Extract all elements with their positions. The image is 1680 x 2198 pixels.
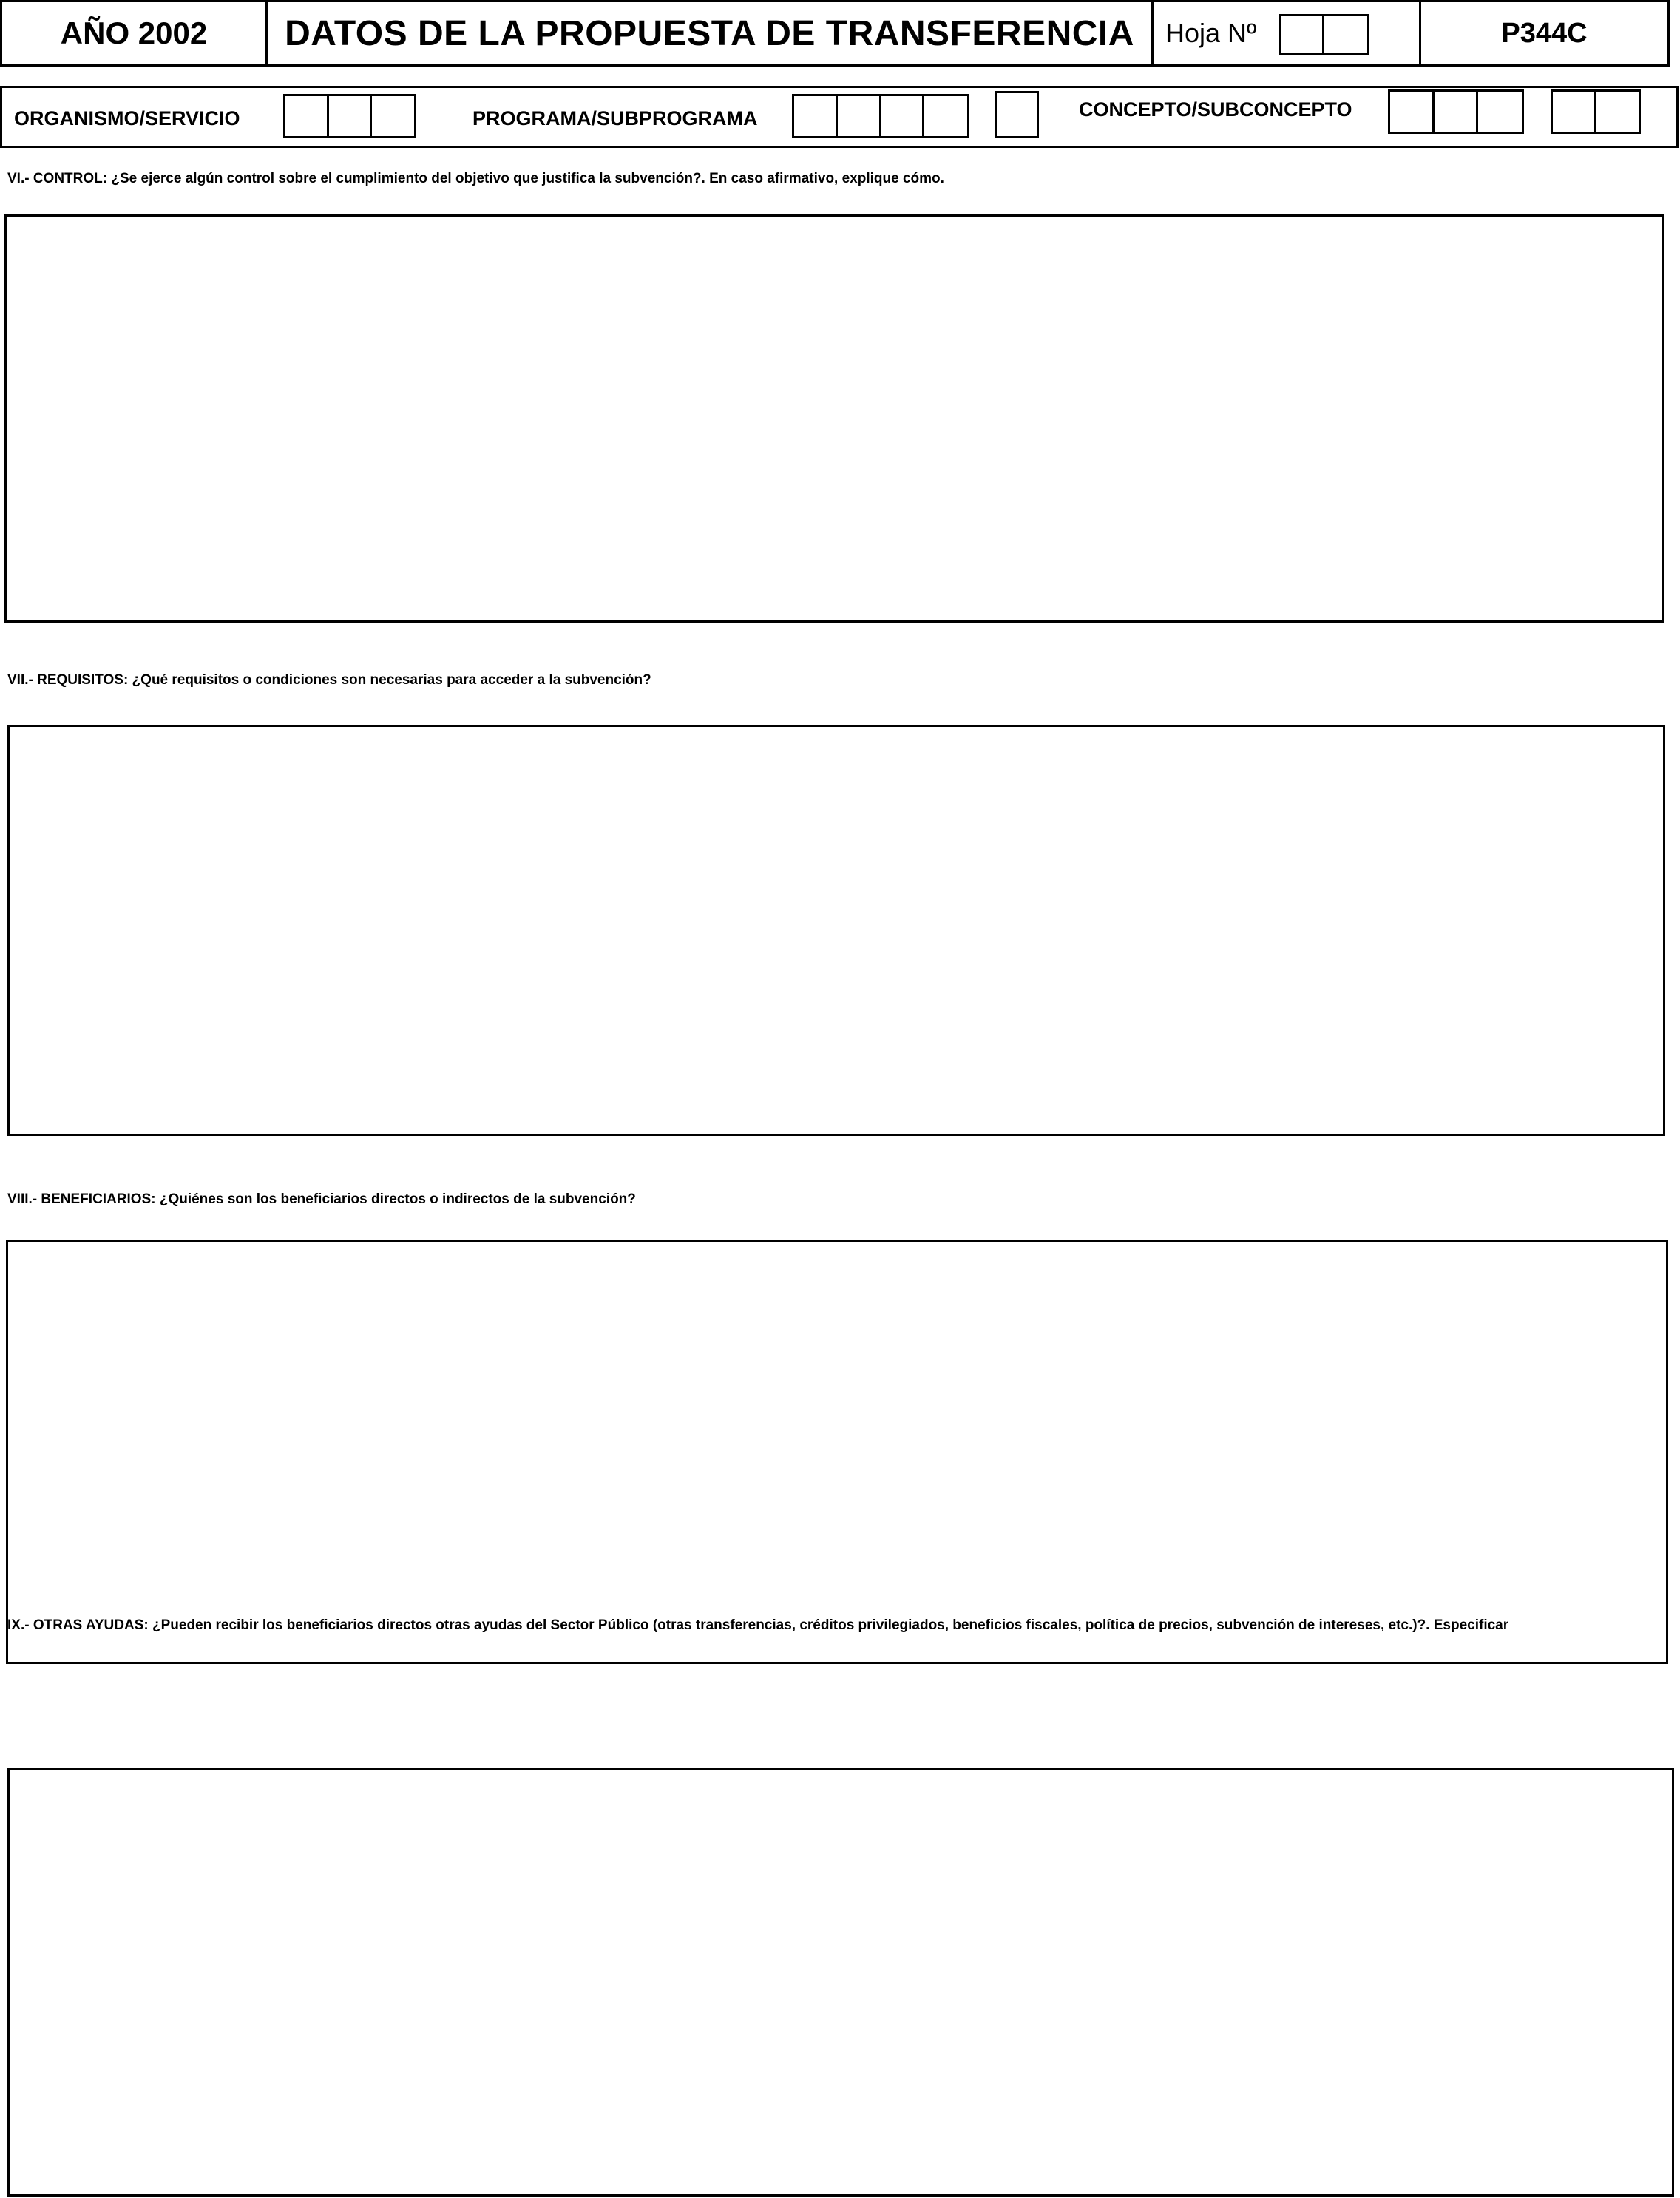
subconcepto-field[interactable] bbox=[1551, 89, 1641, 134]
form-code: P344C bbox=[1419, 2, 1667, 64]
year-label: AÑO 2002 bbox=[60, 16, 208, 50]
form-title: DATOS DE LA PROPUESTA DE TRANSFERENCIA bbox=[265, 2, 1151, 64]
programa-subprograma-label: PROGRAMA/SUBPROGRAMA bbox=[472, 107, 758, 129]
otras-ayudas-answer-input[interactable] bbox=[10, 1770, 1672, 2194]
hoja-number-field[interactable] bbox=[1279, 14, 1369, 55]
otras-ayudas-question: IX.- OTRAS AYUDAS: ¿Pueden recibir los beneficiarios directos otras ayudas del Sector Público (otras transferencias, créditos privilegiados, beneficios fiscales, política de precios, subvención de intereses, etc.)?. Especificar bbox=[7, 1617, 1509, 1633]
hoja-label: Hoja Nº bbox=[1165, 18, 1257, 48]
organismo-digit-3[interactable] bbox=[372, 96, 414, 136]
concepto-subconcepto-label: CONCEPTO/SUBCONCEPTO bbox=[1079, 98, 1352, 121]
requisitos-question: VII.- REQUISITOS: ¿Qué requisitos o condiciones son necesarias para acceder a la subvención? bbox=[7, 672, 651, 688]
concepto-digit-3[interactable] bbox=[1478, 92, 1522, 132]
programa-field[interactable] bbox=[792, 94, 969, 138]
hoja-digit-1[interactable] bbox=[1281, 16, 1324, 53]
hoja-cell bbox=[1151, 2, 1419, 64]
control-question: VI.- CONTROL: ¿Se ejerce algún control sobre el cumplimiento del objetivo que justifica la subvención?. En caso afirmativo, explique cómo. bbox=[7, 171, 944, 186]
programa-digit-4[interactable] bbox=[924, 96, 967, 136]
organismo-servicio-field[interactable] bbox=[283, 94, 416, 138]
programa-digit-3[interactable] bbox=[881, 96, 924, 136]
subprograma-field[interactable] bbox=[995, 91, 1039, 138]
control-answer-box[interactable] bbox=[4, 214, 1664, 623]
beneficiarios-answer-input[interactable] bbox=[8, 1242, 1666, 1662]
subconcepto-digit-2[interactable] bbox=[1596, 92, 1639, 132]
requisitos-answer-input[interactable] bbox=[10, 727, 1663, 1134]
programa-digit-2[interactable] bbox=[838, 96, 881, 136]
concepto-digit-1[interactable] bbox=[1390, 92, 1435, 132]
organismo-servicio-label: ORGANISMO/SERVICIO bbox=[14, 107, 240, 129]
beneficiarios-answer-box[interactable] bbox=[6, 1240, 1668, 1664]
requisitos-answer-box[interactable] bbox=[7, 725, 1665, 1136]
subconcepto-digit-1[interactable] bbox=[1553, 92, 1596, 132]
codes-row bbox=[0, 86, 1679, 148]
otras-ayudas-answer-box[interactable] bbox=[7, 1768, 1674, 2197]
hoja-digit-2[interactable] bbox=[1324, 16, 1367, 53]
beneficiarios-question: VIII.- BENEFICIARIOS: ¿Quiénes son los beneficiarios directos o indirectos de la subvención? bbox=[7, 1191, 636, 1207]
organismo-digit-2[interactable] bbox=[329, 96, 372, 136]
programa-digit-1[interactable] bbox=[794, 96, 838, 136]
concepto-field[interactable] bbox=[1388, 89, 1524, 134]
control-answer-input[interactable] bbox=[7, 217, 1662, 620]
concepto-digit-2[interactable] bbox=[1435, 92, 1478, 132]
form-header bbox=[0, 0, 1670, 67]
organismo-digit-1[interactable] bbox=[285, 96, 329, 136]
subprograma-digit-1[interactable] bbox=[997, 93, 1037, 136]
